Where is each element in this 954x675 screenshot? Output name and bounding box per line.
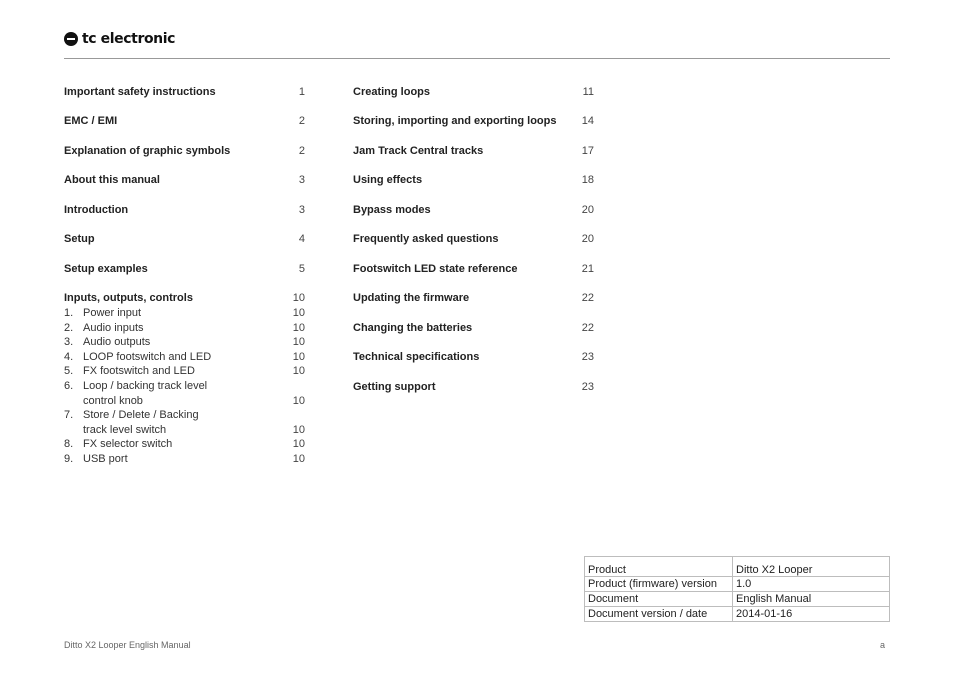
table-row	[585, 607, 890, 622]
toc-entry-title: Important safety instructions	[64, 86, 216, 98]
info-value: 2014-01-16	[733, 607, 890, 622]
toc-entry[interactable]	[64, 232, 305, 247]
toc-entry[interactable]	[64, 114, 305, 129]
info-key: Document version / date	[585, 607, 733, 622]
toc-entry-page: 1	[298, 86, 305, 98]
toc-subitem-number: 2.	[64, 321, 74, 334]
toc-entry-page: 23	[581, 351, 594, 364]
toc-subitem-page: 10	[292, 394, 305, 407]
toc-subitem-page: 10	[292, 350, 305, 363]
footer-document-title: Ditto X2 Looper English Manual	[64, 640, 191, 650]
toc-subitem-title: LOOP footswitch and LED	[83, 350, 212, 363]
toc-subitem[interactable]	[64, 452, 305, 467]
brand-logo	[64, 30, 175, 48]
toc-entry-title: EMC / EMI	[64, 115, 118, 128]
toc-entry-title: About this manual	[64, 174, 160, 187]
toc-entry-title: Storing, importing and exporting loops	[353, 115, 557, 128]
info-value: English Manual	[733, 592, 890, 607]
toc-entry-page: 5	[298, 262, 305, 275]
toc-subitem-number: 1.	[64, 306, 74, 319]
toc-entry[interactable]	[64, 262, 305, 277]
toc-subitem-number: 7.	[64, 409, 74, 422]
toc-entry[interactable]	[353, 291, 594, 306]
toc-subitem-title: Audio inputs	[83, 321, 144, 334]
toc-entry[interactable]	[353, 173, 594, 188]
toc-subitem-title-continued: track level switch	[83, 423, 167, 436]
toc-subitem-title: Audio outputs	[83, 336, 151, 349]
toc-subitem[interactable]	[64, 350, 305, 365]
toc-entry-page: 18	[581, 174, 594, 187]
brand-logo-icon	[64, 32, 78, 46]
toc-entry-page: 11	[582, 86, 594, 98]
toc-subitem-title: Loop / backing track level	[83, 379, 208, 392]
toc-entry-page: 3	[298, 174, 305, 187]
toc-subitem[interactable]	[64, 321, 305, 336]
toc-entry[interactable]	[353, 350, 594, 365]
toc-entry[interactable]	[64, 203, 305, 218]
toc-entry[interactable]	[353, 85, 594, 100]
toc-subitem-number: 5.	[64, 365, 74, 378]
info-value: Ditto X2 Looper	[733, 557, 890, 577]
toc-entry-page: 2	[298, 115, 305, 128]
toc-column-right	[353, 85, 594, 394]
toc-entry-page: 21	[581, 262, 594, 275]
toc-entry-title: Introduction	[64, 203, 129, 216]
toc-entry-title: Bypass modes	[353, 203, 431, 216]
toc-entry-page: 17	[581, 144, 594, 157]
toc-subitem-number: 8.	[64, 438, 74, 451]
toc-subitem-title: USB port	[83, 452, 128, 465]
document-info-table	[584, 556, 890, 622]
toc-subitem-page: 10	[292, 336, 305, 349]
toc-subitem-title: Power input	[83, 306, 142, 319]
toc-entry[interactable]	[64, 144, 305, 159]
table-row	[585, 592, 890, 607]
toc-entry-title: Updating the firmware	[353, 292, 470, 305]
toc-entry-page: 20	[581, 203, 594, 216]
toc-entry[interactable]	[64, 291, 305, 306]
toc-entry-title: Technical specifications	[353, 351, 480, 364]
toc-subitem-title-continued: control knob	[83, 394, 143, 407]
toc-subitem-page: 10	[292, 321, 305, 334]
toc-subitem-title: Store / Delete / Backing	[83, 409, 199, 422]
info-value: 1.0	[733, 577, 890, 592]
toc-subitem-title: FX footswitch and LED	[83, 365, 195, 378]
toc-subitem-page: 10	[292, 438, 305, 451]
toc-entry-title: Changing the batteries	[353, 321, 473, 334]
table-row	[585, 557, 890, 577]
brand-logo-text: tc electronic	[82, 31, 176, 47]
toc-subitem-page: 10	[292, 452, 305, 465]
toc-entry[interactable]	[64, 173, 305, 188]
toc-subitem-page: 10	[292, 306, 305, 319]
table-row	[585, 577, 890, 592]
toc-subitem[interactable]	[64, 306, 305, 321]
toc-entry-title: Getting support	[353, 380, 436, 393]
toc-entry[interactable]	[64, 85, 305, 100]
toc-subitem-title: FX selector switch	[83, 438, 173, 451]
info-key: Product	[585, 557, 733, 577]
toc-subitem-number: 4.	[64, 350, 74, 363]
toc-entry[interactable]	[353, 262, 594, 277]
toc-entry-page: 22	[581, 321, 594, 334]
toc-subitem-number: 3.	[64, 336, 74, 349]
toc-subitem[interactable]	[64, 408, 305, 437]
toc-entry-page: 4	[298, 233, 305, 246]
toc-entry[interactable]	[353, 203, 594, 218]
info-key: Product (firmware) version	[585, 577, 733, 592]
toc-subitem[interactable]	[64, 364, 305, 379]
toc-entry-page: 10	[292, 292, 305, 305]
toc-entry-title: Using effects	[353, 174, 423, 187]
toc-entry-title: Creating loops	[353, 86, 431, 98]
toc-subitem-number: 9.	[64, 452, 74, 465]
toc-entry-title: Footswitch LED state reference	[353, 262, 518, 275]
toc-column-left	[64, 85, 305, 467]
toc-entry[interactable]	[353, 232, 594, 247]
toc-entry-title: Setup examples	[64, 262, 148, 275]
footer-page-number: a	[880, 640, 886, 650]
toc-entry-page: 14	[581, 115, 594, 128]
toc-subitem[interactable]	[64, 379, 305, 408]
toc-entry-page: 22	[581, 292, 594, 305]
toc-entry[interactable]	[353, 321, 594, 336]
toc-subitem[interactable]	[64, 335, 305, 350]
toc-entry-title: Jam Track Central tracks	[353, 144, 484, 157]
toc-subitem[interactable]	[64, 437, 305, 452]
toc-entry-title: Frequently asked questions	[353, 233, 499, 246]
toc-entry-page: 23	[581, 380, 594, 393]
info-key: Document	[585, 592, 733, 607]
toc-subitem-page: 10	[292, 423, 305, 436]
toc-subitem-page: 10	[292, 365, 305, 378]
toc-entry-title: Setup	[64, 233, 95, 246]
toc-entry[interactable]	[353, 114, 594, 129]
toc-entry[interactable]	[353, 380, 594, 395]
toc-entry[interactable]	[353, 144, 594, 159]
toc-entry-page: 20	[581, 233, 594, 246]
header-divider	[64, 58, 890, 59]
toc-entry-page: 3	[298, 203, 305, 216]
toc-entry-title: Inputs, outputs, controls	[64, 292, 193, 305]
toc-entry-title: Explanation of graphic symbols	[64, 144, 231, 157]
toc-subitem-number: 6.	[64, 379, 74, 392]
toc-entry-page: 2	[298, 144, 305, 157]
